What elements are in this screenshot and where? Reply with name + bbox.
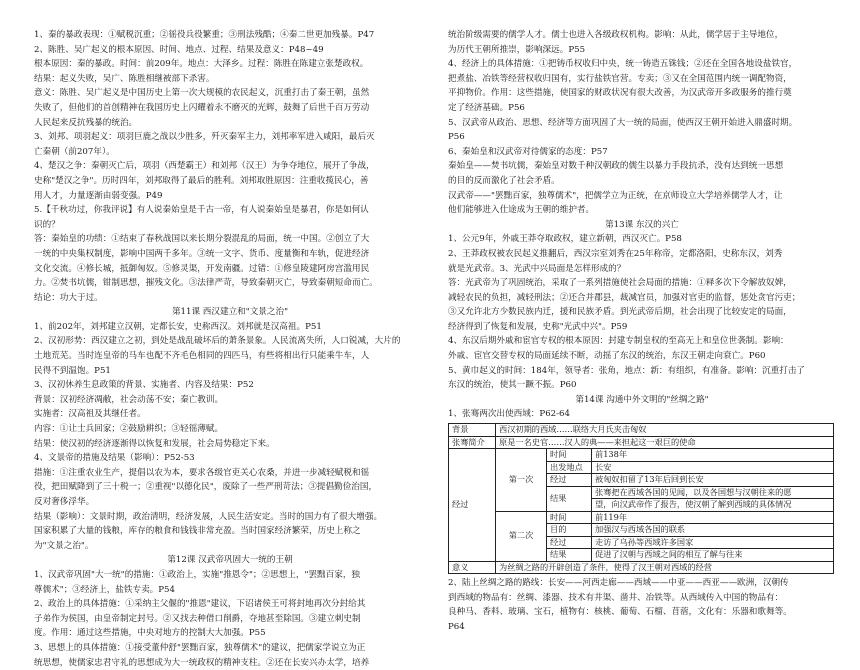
text-line: 1、前202年，刘邦建立汉朝，定都长安，史称西汉。刘邦就是汉高祖。P51 (34, 321, 322, 332)
table-cell: 望，向汉武帝作了报告，使汉朝了解到西域的具体情况 (592, 499, 834, 512)
text-line: 1、公元9年，外戚王莽夺取政权，建立新朝，西汉灭亡。P58 (448, 234, 682, 245)
lesson-heading: 第14课 沟通中外文明的"丝绸之路" (575, 394, 709, 405)
text-line: 4、文景帝的措施及结果（影响）：P52-53 (34, 453, 195, 464)
text-line: 度。作用：通过这些措施，中央对地方的控制大大加强。P55 (34, 628, 266, 639)
table-cell: 前138年 (592, 449, 834, 462)
text-line: 用人才，力量逐渐由弱变强。P49 (34, 190, 163, 201)
text-line: 人民起来反抗残暴的统治。 (34, 117, 138, 128)
text-line: 减轻农民的负担，减轻刑法；②还合并郡县，裁减官员，加强对官吏的监督，惩处贪官污吏； (448, 292, 801, 303)
text-line: P64 (448, 621, 465, 632)
text-line: 5.【千秋功过，你我评说】有人说秦始皇是千古一帝，有人说秦始皇是暴君，你是如何认 (34, 205, 369, 216)
table-cell: 背景 (449, 424, 496, 437)
text-line: 结论：功大于过。 (34, 292, 103, 303)
text-line: 他们能够进入仕途成为王朝的维护者。 (448, 205, 595, 216)
table-row (449, 449, 834, 462)
text-line: 一统的中央集权制度，影响中国两千多年。③统一文字、货币、度量衡和车轨，促进经济 (34, 248, 370, 259)
text-line: 到西域的物品有：丝绸、漆器、技术有井渠、凿井、冶铁等。从西域传入中国的物品有： (448, 592, 784, 603)
text-line: ③又允许北方少数民族内迁，援和民族矛盾。到光武帝后期，社会出现了比较安定的局面， (448, 307, 792, 318)
text-line: 意义：陈胜、吴广起义是中国历史上第一次大规模的农民起义，沉重打击了秦王朝，虽然 (34, 88, 370, 99)
table-cell: 走访了乌孙等西域许多国家 (592, 536, 834, 549)
text-line: 1、张骞两次出使西域：P62-64 (448, 409, 570, 420)
text-line: 失败了，但他们的首创精神在我国历史上闪耀着永不磨灭的光辉，鼓舞了后世千百万劳动 (34, 102, 370, 113)
table-cell: 原是一名史官……汉人的典——来担起这一艰巨的使命 (496, 436, 834, 449)
table-cell: 为丝绸之路的开辟创造了条件，使得了汉王朝对西域的经营 (496, 561, 834, 574)
text-line: 2、王莽政权被农民起义推翻后，西汉宗室刘秀在25年称帝，定都洛阳，史称东汉，刘秀 (448, 248, 783, 259)
text-line: 力。②焚书坑儒，钳制思想，摧残文化。③法律严苛，导致秦朝灭亡，导致秦朝短命而亡。 (34, 278, 378, 289)
text-line: P56 (448, 132, 465, 143)
right-column (448, 28, 836, 634)
table-cell: 加强汉与西域各国的联系 (592, 524, 834, 537)
table-cell: 促进了汉朝与西域之间的相互了解与往来 (592, 549, 834, 562)
text-line: 5、黄巾起义的时间：184年，领导者：张角，地点：新：有组织，有准备。影响：沉重打击了 (448, 365, 806, 376)
text-line: 为"文景之治"。 (34, 540, 94, 551)
text-line: 子弟作为侯国，由皇帝制定封号。②又找去种借口削爵，夺地甚至除国。③建立刺史制 (34, 613, 361, 624)
lesson-heading: 第13课 东汉的兴亡 (605, 219, 679, 230)
table-cell: 时间 (547, 449, 592, 462)
text-line: 3、刘邦、项羽起义：项羽巨鹿之战以少胜多，歼灭秦军主力，刘邦率军进入咸阳，最后灭 (34, 132, 375, 143)
text-line: 识的？ (34, 219, 60, 230)
table-cell: 长安 (592, 461, 834, 474)
table-row (449, 436, 834, 449)
table-cell: 目的 (547, 524, 592, 537)
table-row (449, 561, 834, 574)
zhang-qian-table (448, 423, 834, 574)
table-cell: 经过 (547, 474, 592, 487)
lesson-heading: 第12课 汉武帝巩固大一统的王朝 (167, 555, 293, 566)
table-cell: 被匈奴扣留了13年后回到长安 (592, 474, 834, 487)
text-line: 良种马、香料、玻璃、宝石，植物有：核桃、葡萄、石榴、苜蓿，文化有：乐器和歌舞等。 (448, 607, 792, 618)
text-line: 秦始皇——焚书坑儒，秦始皇对数千种汉朝政的儒生以暴力手段抗杀，没有达到统一思想 (448, 161, 784, 172)
table-cell: 结果 (547, 549, 592, 562)
text-line: 措施：①注重农业生产，提倡以农为本，要求各级官吏关心农桑，并进一步减轻赋税和徭 (34, 467, 370, 478)
text-line: 答：光武帝为了巩固统治，采取了一系列措施使社会局面的措施：①释多次下令解放奴婢， (448, 278, 792, 289)
text-line: 平抑物价。作用：这些措施，使国家的财政状况有很大改善，为汉武帝开多政服务的推行奠 (448, 88, 792, 99)
table-row (449, 511, 834, 524)
text-line: 2、陈胜、吴广起义的根本原因、时间、地点、过程、结果及意义：P48~49 (34, 44, 324, 55)
text-line: 1、秦的暴政表现：①赋税沉重；②徭役兵役繁重；③刑法残酷；④秦二世更加残暴。P47 (34, 30, 375, 40)
text-line: 土地荒芜。当时连皇帝的马车也配不齐毛色相同的四匹马，有些将相出行只能乘牛车，人 (34, 351, 370, 362)
table-cell: 时间 (547, 511, 592, 524)
table-cell: 第二次 (496, 511, 547, 561)
text-line: 结果：起义失败，吴广、陈胜相继被部下杀害。 (34, 73, 215, 84)
text-line: 3、思想上的具体措施：①接受董仲舒"罢黜百家，独尊儒术"的建议，把儒家学说立为正 (34, 642, 366, 653)
text-line: 2、政治上的具体措施：①采纳主父偃的"推恩"建议，下诏诸侯王可将封地再次分封给其 (34, 599, 366, 610)
text-line: 亡秦朝（前207年）。 (34, 146, 115, 157)
table-cell: 意义 (449, 561, 496, 574)
text-line: 反对奢侈浮华。 (34, 497, 95, 507)
left-column (34, 28, 426, 670)
lesson-heading: 第11课 西汉建立和"文景之治" (171, 307, 289, 318)
text-line: 尊儒术"；③经济上，盐铁专卖。P54 (34, 584, 175, 595)
text-line: 5、汉武帝从政治、思想、经济等方面巩固了大一统的局面，使西汉王朝开始进入鼎盛时期。 (448, 117, 798, 128)
text-line: 统治阶级需要的儒学人才。儒士也进入各级政权机构。影响：从此，儒学居于主导地位， (448, 30, 784, 40)
text-line: 结果：使汉初的经济逐渐得以恢复和发展，社会局势稳定下来。 (34, 438, 275, 449)
text-line: 外戚、宦官交替专权的局面延续不断，动摇了东汉的统治，东汉王朝走向衰亡。P60 (448, 351, 766, 362)
table-cell: 西汉初期的西域……联络大月氏夹击匈奴 (496, 424, 834, 437)
text-line: 结果（影响）：文景时期，政治清明，经济发展，人民生活安定。当时的国力有了很大增强。 (34, 511, 383, 522)
text-line: 1、汉武帝巩固"大一统"的措施：①政治上，实施"推恩令"；②思想上，"罢黜百家，独 (34, 569, 361, 580)
table-cell: 出发地点 (547, 461, 592, 474)
text-line: 的目的反而激化了社会矛盾。 (448, 175, 560, 186)
table-cell: 张骞简介 (449, 436, 496, 449)
text-line: 答：秦始皇的功绩：①结束了春秋战国以来长期分裂混乱的局面，统一中国。②创立了大 (34, 234, 370, 245)
text-line: 背景：汉初经济凋敝，社会动荡不安；秦亡教训。 (34, 394, 224, 405)
text-line: 实施者：汉高祖及其继任者。 (34, 409, 146, 420)
text-line: 根本原因：秦的暴政。时间：前209年。地点：大泽乡。过程：陈胜在陈建立张楚政权。 (34, 59, 369, 70)
table-row (449, 424, 834, 437)
text-line: 4、楚汉之争：秦朝灭亡后，项羽（西楚霸王）和刘邦（汉王）为争夺地位，展开了争战， (34, 161, 375, 172)
text-line: 役，把田赋降到了三十税一；②重视"以德化民"，废除了一些严刑苛法；③提倡勤俭治国， (34, 482, 378, 493)
text-line: 文化交流。④修长城，抵御匈奴。⑤修灵渠，开发南疆。过错：①修皇陵建阿房宫滥用民 (34, 263, 370, 274)
text-line: 2、汉初形势：西汉建立之初，到处是战乱破坏后的萧条景象。人民流离失所，人口锐减，大片的 (34, 336, 401, 347)
table-cell: 结果 (547, 486, 592, 511)
text-line: 4、经济上的具体措施：①把铸币权收归中央，统一铸造五铢钱；②还在全国各地设盐铁官， (448, 59, 798, 70)
text-line: 民得不到温饱。P51 (34, 365, 111, 376)
text-line: 经济得到了恢复和发展，史称"光武中兴"。P59 (448, 321, 628, 332)
table-cell: 张骞把在西域各国的见闻，以及各国想与汉朝往来的愿 (592, 486, 834, 499)
text-line: 4、东汉后期外戚和宦官专权的根本原因：封建专制皇权的至高无上和皇位世袭制。影响： (448, 336, 789, 347)
text-line: 为历代王朝所推崇，影响深远。P55 (448, 44, 586, 55)
table-cell: 经过 (547, 536, 592, 549)
text-line: 就是光武帝。3、光武中兴局面是怎样形成的？ (448, 263, 626, 274)
text-line: 定了经济基础。P56 (448, 102, 525, 113)
table-cell: 经过 (449, 449, 496, 562)
text-line: 国家积累了大量的钱粮，库存的粮食和钱钱非常充盈。当时国家经济繁荣，历史上称之 (34, 526, 361, 537)
text-line: 内容：①让士兵回家；②鼓励耕织；③轻徭薄赋。 (34, 424, 224, 435)
text-line: 3、汉初休养生息政策的背景、实施者、内容及结果：P52 (34, 380, 254, 391)
text-line: 把煮盐、冶铁等经营权收归国有，实行盐铁官营。专卖；③又在全国范围内统一调配物资， (448, 73, 792, 84)
table-cell: 第一次 (496, 449, 547, 512)
text-line: 统思想，使儒家忠君守礼的思想成为大一统政权的精神支柱。②还在长安兴办太学，培养 (34, 657, 370, 668)
text-line: 2、陆上丝绸之路的路线：长安——河西走廊——西域——中亚——西亚——欧洲，汉朝传 (448, 578, 789, 589)
text-line: 史称"楚汉之争"。历时四年，刘邦取得了最后的胜利。刘邦取胜原因：注重收揽民心，善 (34, 175, 369, 186)
text-line: 6、秦始皇和汉武帝对待儒家的态度：P57 (448, 146, 608, 157)
table-cell: 前119年 (592, 511, 834, 524)
text-line: 东汉的统治，使其一蹶不振。P60 (448, 380, 577, 391)
text-line: 汉武帝——"罢黜百家，独尊儒术"，把儒学立为正统，在京师设立大学培养儒学人才，让 (448, 190, 783, 201)
